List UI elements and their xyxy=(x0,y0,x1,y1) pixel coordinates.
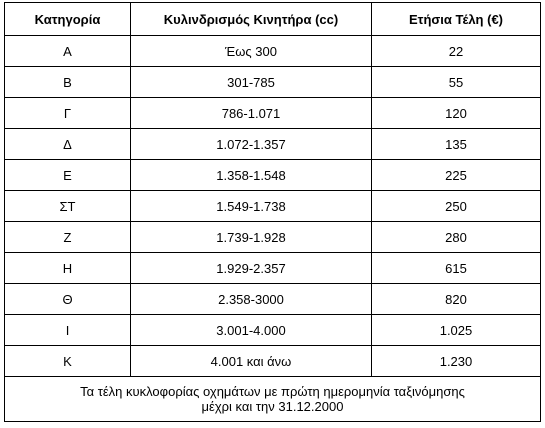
fee-cell: 1.230 xyxy=(372,346,541,377)
table-row xyxy=(5,98,541,129)
table-row xyxy=(5,160,541,191)
category-cell: Κ xyxy=(5,346,131,377)
fee-cell: 225 xyxy=(372,160,541,191)
table-row xyxy=(5,36,541,67)
table-row xyxy=(5,67,541,98)
category-cell: Β xyxy=(5,67,131,98)
displacement-cell: 1.739-1.928 xyxy=(131,222,372,253)
category-cell: Γ xyxy=(5,98,131,129)
fee-cell: 120 xyxy=(372,98,541,129)
table-row xyxy=(5,129,541,160)
header-category: Κατηγορία xyxy=(5,3,131,36)
header-row xyxy=(5,3,541,36)
displacement-cell: Έως 300 xyxy=(131,36,372,67)
fee-cell: 250 xyxy=(372,191,541,222)
footnote-row xyxy=(5,377,541,422)
header-annual-fees: Ετήσια Τέλη (€) xyxy=(372,3,541,36)
footnote-line-1: Τα τέλη κυκλοφορίας οχημάτων με πρώτη ημερομηνία ταξινόμησης xyxy=(80,384,465,399)
fee-cell: 22 xyxy=(372,36,541,67)
fee-cell: 615 xyxy=(372,253,541,284)
fee-cell: 135 xyxy=(372,129,541,160)
category-cell: Δ xyxy=(5,129,131,160)
displacement-cell: 1.549-1.738 xyxy=(131,191,372,222)
fees-table-container xyxy=(4,2,541,422)
displacement-cell: 3.001-4.000 xyxy=(131,315,372,346)
displacement-cell: 786-1.071 xyxy=(131,98,372,129)
table-row xyxy=(5,346,541,377)
table-row xyxy=(5,284,541,315)
header-engine-displacement: Κυλινδρισμός Κινητήρα (cc) xyxy=(131,3,372,36)
fee-cell: 820 xyxy=(372,284,541,315)
category-cell: Ι xyxy=(5,315,131,346)
fee-cell: 280 xyxy=(372,222,541,253)
displacement-cell: 301-785 xyxy=(131,67,372,98)
table-row xyxy=(5,315,541,346)
displacement-cell: 4.001 και άνω xyxy=(131,346,372,377)
category-cell: Α xyxy=(5,36,131,67)
table-row xyxy=(5,253,541,284)
category-cell: Η xyxy=(5,253,131,284)
fee-cell: 1.025 xyxy=(372,315,541,346)
fee-cell: 55 xyxy=(372,67,541,98)
category-cell: Θ xyxy=(5,284,131,315)
footnote-line-2: μέχρι και την 31.12.2000 xyxy=(201,399,344,414)
displacement-cell: 1.929-2.357 xyxy=(131,253,372,284)
category-cell: Ζ xyxy=(5,222,131,253)
table-row xyxy=(5,222,541,253)
displacement-cell: 1.358-1.548 xyxy=(131,160,372,191)
circulation-fees-table xyxy=(4,2,541,422)
displacement-cell: 1.072-1.357 xyxy=(131,129,372,160)
category-cell: Ε xyxy=(5,160,131,191)
category-cell: ΣΤ xyxy=(5,191,131,222)
table-row xyxy=(5,191,541,222)
displacement-cell: 2.358-3000 xyxy=(131,284,372,315)
footnote-cell xyxy=(5,377,541,422)
